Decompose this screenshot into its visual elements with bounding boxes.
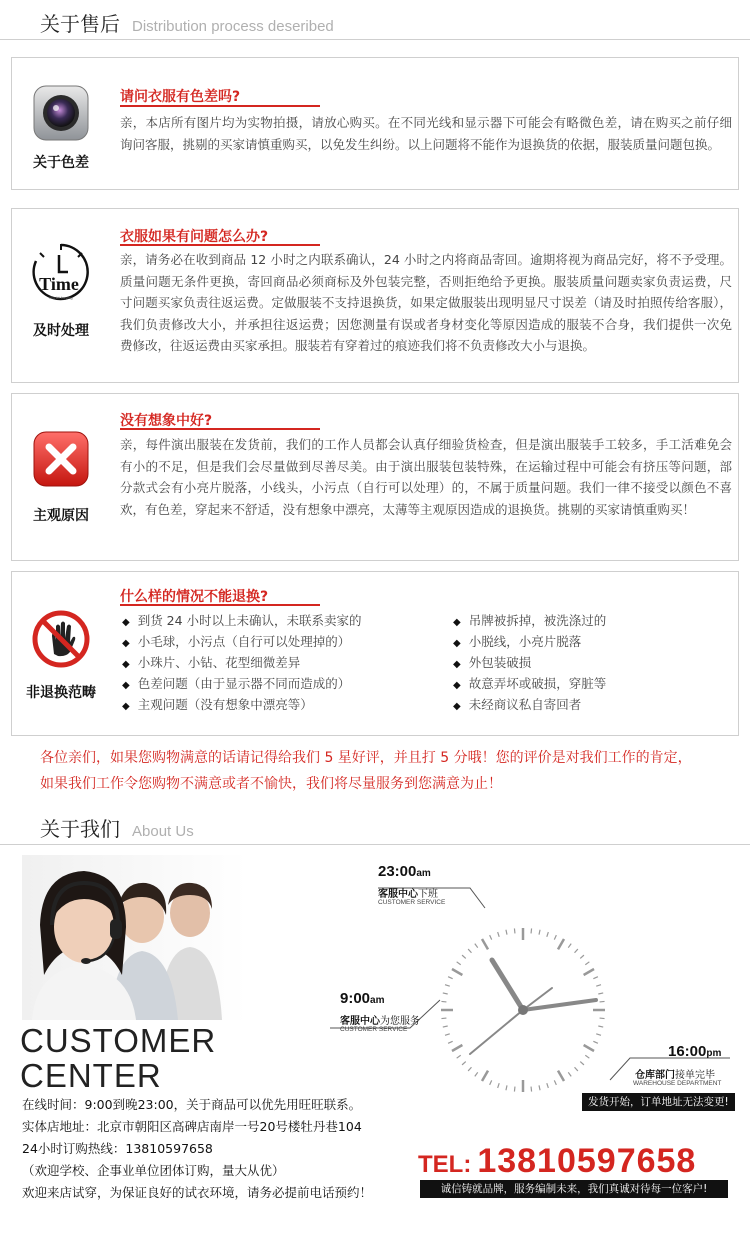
- time-9: [340, 990, 384, 1008]
- icon-column: [12, 209, 110, 382]
- clock-tick: [598, 1026, 603, 1027]
- clock-tick: [498, 1083, 500, 1088]
- dept-customer-service: [340, 1012, 420, 1027]
- icon-label: 关于色差: [33, 155, 89, 171]
- non-return-list-right: [453, 610, 606, 715]
- tel-label: TEL:: [418, 1151, 472, 1178]
- clock-time-icon: [26, 241, 96, 303]
- clock-tick: [596, 985, 601, 987]
- telephone: [418, 1142, 696, 1181]
- clock-tick: [506, 1085, 507, 1090]
- list-item: ◆ 小珠片、小钻、花型细微差异: [122, 652, 362, 673]
- review-notice: [40, 745, 730, 797]
- clock-tick: [490, 935, 492, 940]
- card-question: 没有想象中好?: [120, 413, 213, 429]
- clock-tick: [452, 969, 462, 975]
- customer-center-title: CUSTOMER: [20, 1022, 217, 1059]
- clock-tick: [448, 1041, 453, 1043]
- clock-tick: [568, 944, 571, 948]
- clock-tick: [600, 1001, 605, 1002]
- time-ampm: am: [416, 868, 431, 879]
- time-23: [378, 863, 431, 881]
- clock-tick: [506, 930, 507, 935]
- list-item: ◆ 色差问题（由于显示器不同而造成的）: [122, 673, 362, 694]
- card-body: 亲，每件演出服装在发货前，我们的工作人员都会认真仔细验货检查，但是演出服装手工较多，手工活难免会有小的不足，但是我们会尽量做到尽善尽美。由于演出服装包装特殊，在运输过程中可能会有挤压等问题，部分款式会有小亮片脱落，小线头，小污点（自行可以处理）的，不属于质量问题。我们一律不接受以颜色不喜欢，有色差，穿起来不舒适，没有想象中漂亮，太薄等主观原因造成的退换货。挑剔的买家请慎重购买！: [120, 437, 732, 517]
- list-item: ◆ 故意弄坏或破损，穿脏等: [453, 673, 606, 694]
- time-value: 16:00: [668, 1043, 707, 1060]
- clock-tick: [593, 1041, 598, 1043]
- clock-tick: [514, 928, 515, 933]
- icon-label: 主观原因: [33, 508, 89, 524]
- notice-line: 各位亲们，如果您购物满意的话请记得给我们 5 星好评，并且打 5 分哦！您的评价是对我们工作的肯定，: [40, 750, 692, 766]
- clock-tick: [475, 1072, 478, 1076]
- time-value: 23:00: [378, 863, 417, 880]
- time-subtext: Punkt buying: [49, 295, 73, 300]
- clock-tick: [596, 1034, 601, 1036]
- list-item: ◆ 未经商议私自寄回者: [453, 694, 606, 715]
- icon-column: [12, 572, 110, 735]
- clock-tick: [462, 1062, 466, 1065]
- clock-tick: [448, 977, 453, 979]
- dept-status: 接单完毕: [675, 1070, 715, 1081]
- after-sales-header: [0, 0, 750, 40]
- clock-tick: [575, 949, 578, 953]
- dept-en: CUSTOMER SERVICE: [340, 1026, 408, 1033]
- no-hand-icon: [32, 610, 90, 668]
- clock-tick: [443, 993, 448, 994]
- clock-tick: [462, 955, 466, 958]
- clock-tick: [443, 1026, 448, 1027]
- dept-customer-service: [378, 885, 438, 900]
- icon-column: [12, 394, 110, 560]
- dept-name: 客服中心: [340, 1016, 380, 1027]
- clock-tick: [575, 1067, 578, 1071]
- color-difference-card: [11, 57, 739, 190]
- red-x-icon: [32, 430, 90, 488]
- camera-icon: [32, 84, 90, 142]
- hour-hand: [492, 960, 523, 1010]
- slogan-banner: 诚信铸就品牌，服务编制未来，我们真诚对待每一位客户!: [420, 1180, 728, 1198]
- info-line: 欢迎来店试穿，为保证良好的试衣环境，请务必提前电话预约！: [22, 1185, 373, 1200]
- time-value: 9:00: [340, 990, 371, 1007]
- clock-tick: [475, 944, 478, 948]
- clock-tick: [445, 985, 450, 987]
- dept-name: 仓库部门: [635, 1070, 675, 1081]
- clock-tick: [490, 1080, 492, 1085]
- customer-center-title: CENTER: [20, 1057, 162, 1094]
- list-item: ◆ 到货 24 小时以上未确认，未联系卖家的: [122, 610, 362, 631]
- subjective-reason-card: [11, 393, 739, 561]
- clock-tick: [445, 1034, 450, 1036]
- list-item: ◆ 小脱线，小亮片脱落: [453, 631, 606, 652]
- clock-tick: [457, 1055, 461, 1058]
- clock-tick: [482, 1071, 488, 1081]
- info-line: 在线时间：9:00到晚23:00，关于商品可以优先用旺旺联系。: [22, 1097, 362, 1112]
- list-item: ◆ 外包装破损: [453, 652, 606, 673]
- section-subtitle: Distribution process deseribed: [132, 18, 334, 35]
- card-question: 衣服如果有问题怎么办?: [120, 229, 269, 245]
- card-question: 请问衣服有色差吗?: [120, 89, 241, 105]
- list-item: ◆ 主观问题（没有想象中漂亮等）: [122, 694, 362, 715]
- dept-status: 为您服务: [380, 1016, 420, 1027]
- card-question: 什么样的情况不能退换?: [120, 589, 269, 605]
- clock-tick: [468, 949, 471, 953]
- clock-tick: [498, 932, 500, 937]
- notice-line: 如果我们工作令您购物不满意或者不愉快，我们将尽量服务到您满意为止！: [40, 776, 502, 792]
- clock-tick: [441, 1001, 446, 1002]
- info-line: 24小时订购热线：13810597658: [22, 1141, 213, 1156]
- card-body: 亲，本店所有图片均为实物拍摄，请放心购买。在不同光线和显示器下可能会有略微色差，请在购买之前仔细询问客服，挑剔的买家请慎重购买，以免发生纠纷。以上问题将不能作为退换货的依据，服装质量问题包换。: [120, 115, 732, 152]
- dept-warehouse: [635, 1066, 715, 1081]
- tel-number: 13810597658: [477, 1142, 697, 1180]
- customer-service-photo: [22, 855, 247, 1020]
- clock-tick: [585, 962, 589, 965]
- pointer-hand: [470, 1010, 523, 1054]
- section-title: 关于售后: [40, 12, 120, 36]
- shipping-banner: 发货开始，订单地址无法变更!: [582, 1093, 735, 1111]
- dept-name: 客服中心: [378, 889, 418, 900]
- info-line: 实体店地址：北京市朝阳区高碑店南岸一号20号楼牡丹巷104: [22, 1119, 362, 1134]
- clock-tick: [514, 1087, 515, 1092]
- question-underline: [120, 105, 320, 107]
- clock-tick: [593, 977, 598, 979]
- about-us-header: [0, 805, 750, 845]
- clock-tick: [452, 1045, 462, 1051]
- non-return-list-left: [122, 610, 362, 715]
- time-text: Time: [39, 274, 79, 294]
- section-title: 关于我们: [40, 817, 120, 841]
- list-item: ◆ 吊牌被拆掉，被洗涤过的: [453, 610, 606, 631]
- clock-tick: [584, 969, 594, 975]
- clock-tick: [539, 930, 540, 935]
- clock-tick: [600, 1018, 605, 1019]
- clock-tick: [539, 1085, 540, 1090]
- clock-tick: [547, 932, 549, 937]
- clock-tick: [580, 955, 584, 958]
- icon-label: 非退换范畴: [26, 685, 96, 701]
- section-subtitle: About Us: [132, 823, 194, 840]
- clock-tick: [531, 1087, 532, 1092]
- clock-tick: [558, 1071, 564, 1081]
- dept-status: 下班: [418, 889, 438, 900]
- timely-handling-card: [11, 208, 739, 383]
- clock-tick: [554, 1080, 556, 1085]
- clock-tick: [554, 935, 556, 940]
- dept-en: CUSTOMER SERVICE: [378, 899, 446, 906]
- clock-tick: [558, 939, 564, 949]
- clock-tick: [547, 1083, 549, 1088]
- clock-tick: [584, 1045, 594, 1051]
- clock-tick: [457, 962, 461, 965]
- card-body: 亲，请务必在收到商品 12 小时之内联系确认，24 小时之内将商品寄回。逾期将视为商品完好，将不予受理。质量问题无条件更换，寄回商品必须商标及外包装完整，否则拒绝给予更换。服装质量问题卖家负责运费，尺寸问题买家负责往返运费。定做服装不支持退换货，如果定做服装出现明显尺寸误差（请及时拍照传给客服），我们负责修改大小，并承担往返运费；因您测量有误或者身材变化等原因造成的服装不合身，我们提供一次免费修改，往返运费由买家承担。服装若有穿着过的痕迹我们将不负责修改大小与退换。: [120, 252, 732, 353]
- time-ampm: pm: [706, 1048, 722, 1059]
- info-line: （欢迎学校、企事业单位团体订购，量大从优）: [22, 1163, 285, 1178]
- clock-tick: [531, 928, 532, 933]
- clock-tick: [482, 939, 488, 949]
- time-16: [668, 1043, 721, 1061]
- clock-tick: [598, 993, 603, 994]
- question-underline: [120, 244, 320, 246]
- clock-tick: [585, 1055, 589, 1058]
- icon-label: 及时处理: [33, 323, 89, 339]
- clock-tick: [580, 1062, 584, 1065]
- clock-tick: [468, 1067, 471, 1071]
- clock-tick: [568, 1072, 571, 1076]
- non-return-card: [11, 571, 739, 736]
- question-underline: [120, 428, 320, 430]
- dept-en: WAREHOUSE DEPARTMENT: [633, 1080, 722, 1087]
- time-ampm: am: [370, 995, 385, 1006]
- list-item: ◆ 小毛球，小污点（自行可以处理掉的）: [122, 631, 362, 652]
- clock-tick: [441, 1018, 446, 1019]
- question-underline: [120, 604, 320, 606]
